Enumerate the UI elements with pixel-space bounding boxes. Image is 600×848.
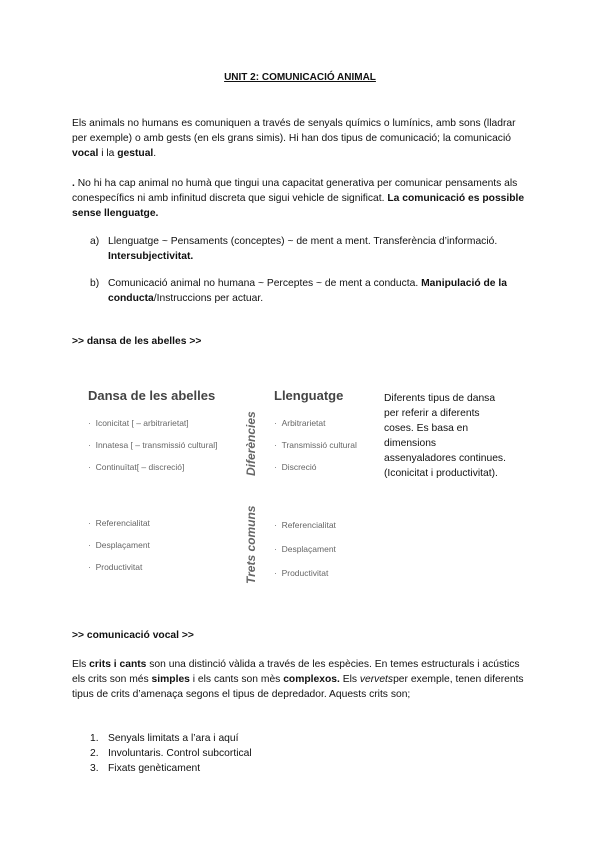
text: Els <box>72 659 90 670</box>
generative-paragraph <box>72 176 534 221</box>
list-item <box>72 746 252 761</box>
text: i la <box>98 148 118 159</box>
figure-differences-label: Diferències <box>244 411 258 476</box>
bold-text: gestual <box>117 148 154 159</box>
text: Senyals limitats a l’ara i aquí <box>108 733 239 744</box>
text: Involuntaris. Control subcortical <box>108 748 252 759</box>
intro-paragraph <box>72 116 532 161</box>
list-label: 2. <box>90 748 99 759</box>
text: per exemple, tenen diferents tipus de crits d’amenaça segons el tipus de depredador. Aquests crits son; <box>72 674 524 700</box>
list-label: 3. <box>90 763 99 774</box>
bold-text: Intersubjectivitat. <box>108 251 194 262</box>
italic-text: vervets <box>359 674 394 685</box>
figure-item: · Discreció <box>274 462 317 472</box>
bold-text: . <box>72 178 75 189</box>
text: No hi ha cap animal no humà que tingui una capacitat generativa per comunicar pensaments als conespecífics ni amb infinitud discreta que sigui vehicle de significat. <box>72 178 518 204</box>
figure-right-title: Llenguatge <box>274 388 344 403</box>
figure-item: · Iconicitat [ – arbitrarietat] <box>88 418 189 428</box>
text: Els animals no humans es comuniquen a través de senyals químics o lumínics, amb sons (lladrar per exemple) o amb gests (en els grans simis). Hi han dos tipus de comunicació; la comunicació <box>72 118 516 144</box>
lettered-list <box>72 234 538 264</box>
figure-item: · Desplaçament <box>88 540 150 550</box>
text: /Instruccions per actuar. <box>153 293 264 304</box>
bold-text: vocal <box>72 148 99 159</box>
figure-item: · Transmissió cultural <box>274 440 357 450</box>
list-item <box>72 276 538 306</box>
lettered-list <box>72 276 538 306</box>
figure-item: · Productivitat <box>88 562 143 572</box>
text: Fixats genèticament <box>108 763 201 774</box>
figure-item: · Referencialitat <box>274 520 336 530</box>
figure-item: · Innatesa [ – transmissió cultural] <box>88 440 218 450</box>
bold-text: Manipulació de la conducta <box>108 278 507 304</box>
text: Els <box>339 674 360 685</box>
list-item <box>72 731 252 746</box>
section-heading-bee-dance: >> dansa de les abelles >> <box>72 336 202 347</box>
list-item <box>72 234 538 264</box>
figure-left-title: Dansa de les abelles <box>88 388 216 403</box>
section-heading-vocal: >> comunicació vocal >> <box>72 630 194 641</box>
figure-item: · Productivitat <box>274 568 329 578</box>
figure-item: · Desplaçament <box>274 544 336 554</box>
figure-common-label: Trets comuns <box>244 505 258 584</box>
text: . <box>153 148 157 159</box>
bold-text: simples <box>151 674 190 685</box>
side-note: Diferents tipus de dansa per referir a diferents coses. Es basa en dimensions assenyaladores continues. (Iconicitat i productivitat). <box>384 393 506 479</box>
bold-text: crits i cants <box>89 659 147 670</box>
text: Llenguatge ~ Pensaments (conceptes) ~ de ment a ment. Transferència d’informació. <box>108 236 498 247</box>
text: son una distinció vàlida a través de les espècies. En temes estructurals i acústics els crits son més <box>72 659 520 685</box>
figure-item: · Referencialitat <box>88 518 150 528</box>
figure-item: · Arbitrarietat <box>274 418 326 428</box>
list-label: a) <box>90 236 100 247</box>
document-title: UNIT 2: COMUNICACIÓ ANIMAL <box>224 72 376 83</box>
comparison-figure <box>86 384 386 594</box>
list-label: 1. <box>90 733 99 744</box>
list-item <box>72 761 252 776</box>
numbered-list <box>72 731 252 776</box>
text: i els cants son mès <box>189 674 284 685</box>
vocal-paragraph <box>72 657 534 702</box>
figure-item: · Continuïtat[ – discreció] <box>88 462 185 472</box>
list-label: b) <box>90 278 100 289</box>
bold-text: complexos. <box>283 674 340 685</box>
bold-text: La comunicació es possible sense llenguatge. <box>72 193 525 219</box>
text: Comunicació animal no humana ~ Perceptes ~ de ment a conducta. <box>108 278 422 289</box>
